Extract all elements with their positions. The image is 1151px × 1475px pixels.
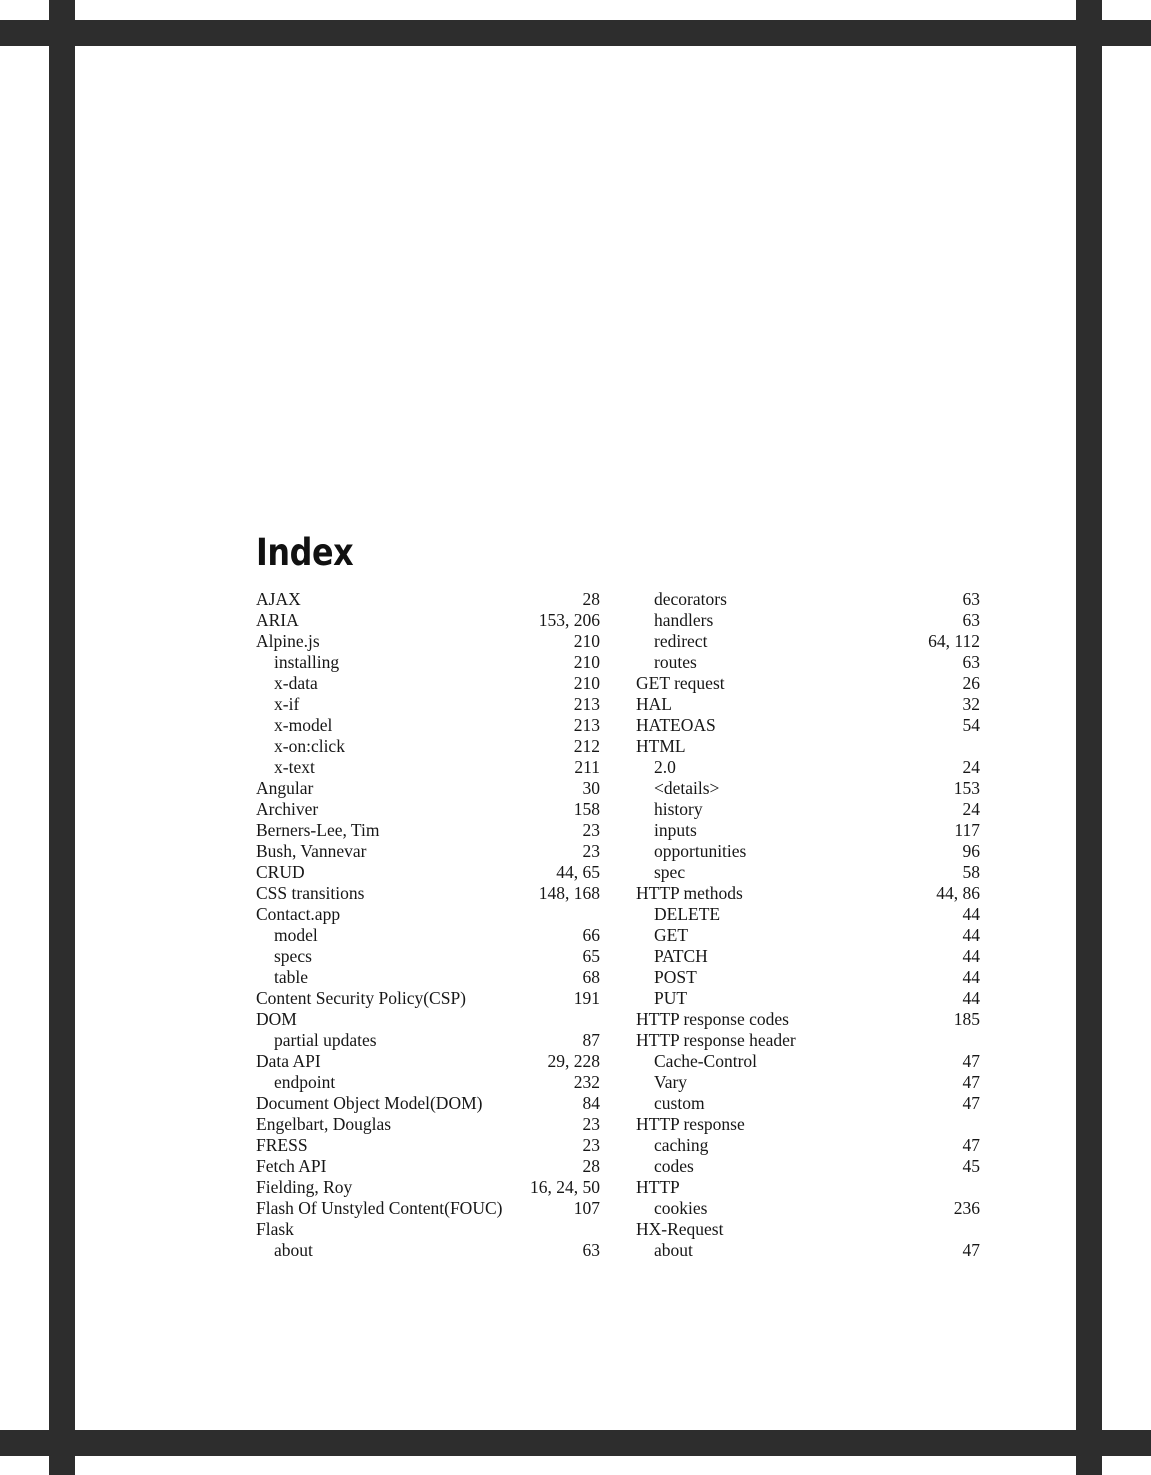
index-column-left (256, 589, 600, 1261)
index-entry-term: Data API (256, 1051, 321, 1071)
index-entry-pages: 44, 86 (936, 883, 980, 903)
index-entry-term: cookies (654, 1198, 708, 1218)
index-entry-pages: 158 (573, 799, 600, 819)
index-entry-pages: 96 (962, 841, 980, 861)
index-entry (636, 715, 980, 736)
index-entry (256, 631, 600, 652)
index-entry-term: GET request (636, 673, 725, 693)
index-entry-pages: 23 (582, 841, 600, 861)
index-entry (256, 1177, 600, 1198)
index-entry-term: Content Security Policy(CSP) (256, 988, 466, 1008)
index-entry-pages: 185 (953, 1009, 980, 1029)
index-entry (256, 778, 600, 799)
index-subentry (636, 904, 980, 925)
index-subentry (256, 757, 600, 778)
index-entry-term: GET (654, 925, 689, 945)
index-entry-term: about (274, 1240, 313, 1260)
index-subentry (636, 862, 980, 883)
index-entry-term: Fielding, Roy (256, 1177, 353, 1197)
index-entry (636, 736, 980, 757)
index-entry-term: Engelbart, Douglas (256, 1114, 392, 1134)
index-entry-term: Archiver (256, 799, 319, 819)
index-entry-term: AJAX (256, 589, 301, 609)
index-entry-term: PUT (654, 988, 688, 1008)
index-entry-pages: 47 (962, 1072, 980, 1092)
index-entry-term: HTTP response codes (636, 1009, 789, 1029)
index-entry-term: CRUD (256, 862, 305, 882)
index-entry-pages: 23 (582, 1135, 600, 1155)
index-subentry (256, 715, 600, 736)
index-entry-pages: 210 (573, 631, 600, 651)
index-entry (636, 694, 980, 715)
index-entry (636, 1177, 980, 1198)
index-entry-term: x-model (274, 715, 333, 735)
index-entry-pages: 64, 112 (928, 631, 980, 651)
index-entry (256, 988, 600, 1009)
index-subentry (636, 589, 980, 610)
index-entry-pages: 28 (582, 589, 600, 609)
index-entry (256, 1051, 600, 1072)
index-entry-pages: 63 (962, 589, 980, 609)
index-entry-pages: 24 (962, 799, 980, 819)
index-entry-term: DELETE (654, 904, 721, 924)
index-entry-term: HX-Request (636, 1219, 724, 1239)
index-entry-pages: 47 (962, 1240, 980, 1260)
index-entry-pages: 47 (962, 1093, 980, 1113)
index-entry-term: Alpine.js (256, 631, 320, 651)
index-subentry (636, 631, 980, 652)
index-entry-term: HTML (636, 736, 686, 756)
index-subentry (256, 946, 600, 967)
index-entry (256, 1093, 600, 1114)
index-subentry (256, 736, 600, 757)
index-subentry (256, 1030, 600, 1051)
index-entry-pages: 24 (962, 757, 980, 777)
index-entry (256, 799, 600, 820)
index-entry-term: HAL (636, 694, 672, 714)
index-entry (256, 820, 600, 841)
index-entry-pages: 65 (582, 946, 600, 966)
index-entry-pages: 23 (582, 820, 600, 840)
index-entry-term: Flash Of Unstyled Content(FOUC) (256, 1198, 503, 1218)
index-entry-term: endpoint (274, 1072, 336, 1092)
index-entry-pages: 191 (573, 988, 600, 1008)
index-entry-term: PATCH (654, 946, 708, 966)
index-subentry (256, 673, 600, 694)
index-entry-pages: 210 (573, 652, 600, 672)
index-entry-term: x-on:click (274, 736, 345, 756)
index-entry-pages: 87 (582, 1030, 600, 1050)
index-entry-term: Cache-Control (654, 1051, 758, 1071)
index-entry-term: redirect (654, 631, 708, 651)
index-entry-term: Fetch API (256, 1156, 327, 1176)
index-entry (636, 1219, 980, 1240)
index-entry-pages: 47 (962, 1135, 980, 1155)
index-entry-pages: 44 (962, 988, 980, 1008)
index-entry-term: Flask (256, 1219, 294, 1239)
index-entry-pages: 107 (573, 1198, 600, 1218)
index-entry-term: Berners-Lee, Tim (256, 820, 380, 840)
index-entry-term: routes (654, 652, 697, 672)
index-entry-pages: 32 (962, 694, 980, 714)
index-entry-term: Bush, Vannevar (256, 841, 367, 861)
index-entry-term: 2.0 (654, 757, 676, 777)
index-entry-term: model (274, 925, 318, 945)
index-entry-pages: 148, 168 (538, 883, 600, 903)
index-entry-term: HTTP methods (636, 883, 743, 903)
index-subentry (636, 1198, 980, 1219)
index-entry (256, 589, 600, 610)
index-entry-term: decorators (654, 589, 727, 609)
index-entry-pages: 153, 206 (538, 610, 600, 630)
index-entry-pages: 26 (962, 673, 980, 693)
index-subentry (256, 694, 600, 715)
index-subentry (636, 1072, 980, 1093)
index-entry-term: table (274, 967, 309, 987)
index-entry (636, 1009, 980, 1030)
index-subentry (636, 1093, 980, 1114)
index-entry (256, 1135, 600, 1156)
index-entry-term: custom (654, 1093, 705, 1113)
index-entry (256, 1219, 600, 1240)
index-subentry (636, 1135, 980, 1156)
index-entry-pages: 213 (573, 715, 600, 735)
index-entry-pages: 44 (962, 946, 980, 966)
index-entry (636, 673, 980, 694)
index-entry-term: spec (654, 862, 686, 882)
index-subentry (636, 799, 980, 820)
index-entry-pages: 66 (582, 925, 600, 945)
index-entry (256, 862, 600, 883)
index-subentry (636, 1051, 980, 1072)
index-entry-term: FRESS (256, 1135, 308, 1155)
index-column-right (636, 589, 980, 1261)
index-subentry (636, 967, 980, 988)
index-entry-term: HTTP (636, 1177, 680, 1197)
index-entry (636, 1114, 980, 1135)
index-entry-pages: 63 (582, 1240, 600, 1260)
index-entry-term: x-if (274, 694, 300, 714)
index-entry-pages: 153 (953, 778, 980, 798)
index-entry-term: specs (274, 946, 312, 966)
index-entry-pages: 44, 65 (556, 862, 600, 882)
index-entry-term: Angular (256, 778, 314, 798)
index-entry-term: installing (274, 652, 340, 672)
index-entry-term: x-data (274, 673, 318, 693)
index-entry-term: HATEOAS (636, 715, 716, 735)
index-subentry (636, 925, 980, 946)
index-entry-pages: 44 (962, 904, 980, 924)
index-entry-term: opportunities (654, 841, 747, 861)
index-entry-pages: 68 (582, 967, 600, 987)
index-entry-pages: 45 (962, 1156, 980, 1176)
index-subentry (256, 652, 600, 673)
index-entry-term: partial updates (274, 1030, 377, 1050)
index-subentry (636, 820, 980, 841)
index-entry-term: Document Object Model(DOM) (256, 1093, 483, 1113)
index-subentry (256, 967, 600, 988)
index-entry (256, 904, 600, 925)
index-entry-pages: 16, 24, 50 (530, 1177, 600, 1197)
index-entry-term: handlers (654, 610, 714, 630)
index-entry-term: history (654, 799, 703, 819)
index-entry-term: codes (654, 1156, 694, 1176)
index-entry (256, 841, 600, 862)
index-entry-pages: 236 (953, 1198, 980, 1218)
index-entry-pages: 212 (573, 736, 600, 756)
index-subentry (636, 946, 980, 967)
index-entry-pages: 44 (962, 967, 980, 987)
index-entry-term: Contact.app (256, 904, 341, 924)
index-entry-term: HTTP response header (636, 1030, 796, 1050)
index-entry-pages: 54 (962, 715, 980, 735)
index-subentry (636, 1240, 980, 1261)
index-subentry (256, 925, 600, 946)
index-entry (636, 883, 980, 904)
index-entry-pages: 213 (573, 694, 600, 714)
index-entry (256, 1009, 600, 1030)
index-entry-term: DOM (256, 1009, 297, 1029)
index-entry-term: POST (654, 967, 697, 987)
index-subentry (636, 757, 980, 778)
index-entry-pages: 84 (582, 1093, 600, 1113)
index-entry-pages: 44 (962, 925, 980, 945)
index-entry (636, 1030, 980, 1051)
index-subentry (636, 610, 980, 631)
index-entry (256, 1156, 600, 1177)
index-entry-pages: 232 (573, 1072, 600, 1092)
index-entry-pages: 28 (582, 1156, 600, 1176)
index-subentry (636, 1156, 980, 1177)
index-entry-pages: 117 (954, 820, 980, 840)
index-entry-pages: 63 (962, 652, 980, 672)
index-entry-pages: 211 (574, 757, 600, 777)
index-entry (256, 1114, 600, 1135)
index-subentry (636, 778, 980, 799)
index-entry-term: x-text (274, 757, 315, 777)
index-entry (256, 883, 600, 904)
index-entry-pages: 210 (573, 673, 600, 693)
index-entry-term: inputs (654, 820, 697, 840)
index-entry-term: Vary (654, 1072, 688, 1092)
index-entry-pages: 29, 228 (547, 1051, 600, 1071)
index-entry-pages: 30 (582, 778, 600, 798)
index-entry-pages: 58 (962, 862, 980, 882)
index-subentry (636, 652, 980, 673)
index-entry (256, 1198, 600, 1219)
index-entry-term: caching (654, 1135, 709, 1155)
index-entry-term: HTTP response (636, 1114, 745, 1134)
index-entry-pages: 23 (582, 1114, 600, 1134)
index-entry-term: ARIA (256, 610, 299, 630)
index-subentry (636, 988, 980, 1009)
index-entry-term: CSS transitions (256, 883, 365, 903)
index-entry-term: about (654, 1240, 693, 1260)
index-entry-pages: 47 (962, 1051, 980, 1071)
page-title: Index (256, 531, 354, 574)
index-subentry (256, 1072, 600, 1093)
index-entry (256, 610, 600, 631)
index-subentry (256, 1240, 600, 1261)
index-subentry (636, 841, 980, 862)
index-entry-pages: 63 (962, 610, 980, 630)
index-entry-term: <details> (654, 778, 720, 798)
